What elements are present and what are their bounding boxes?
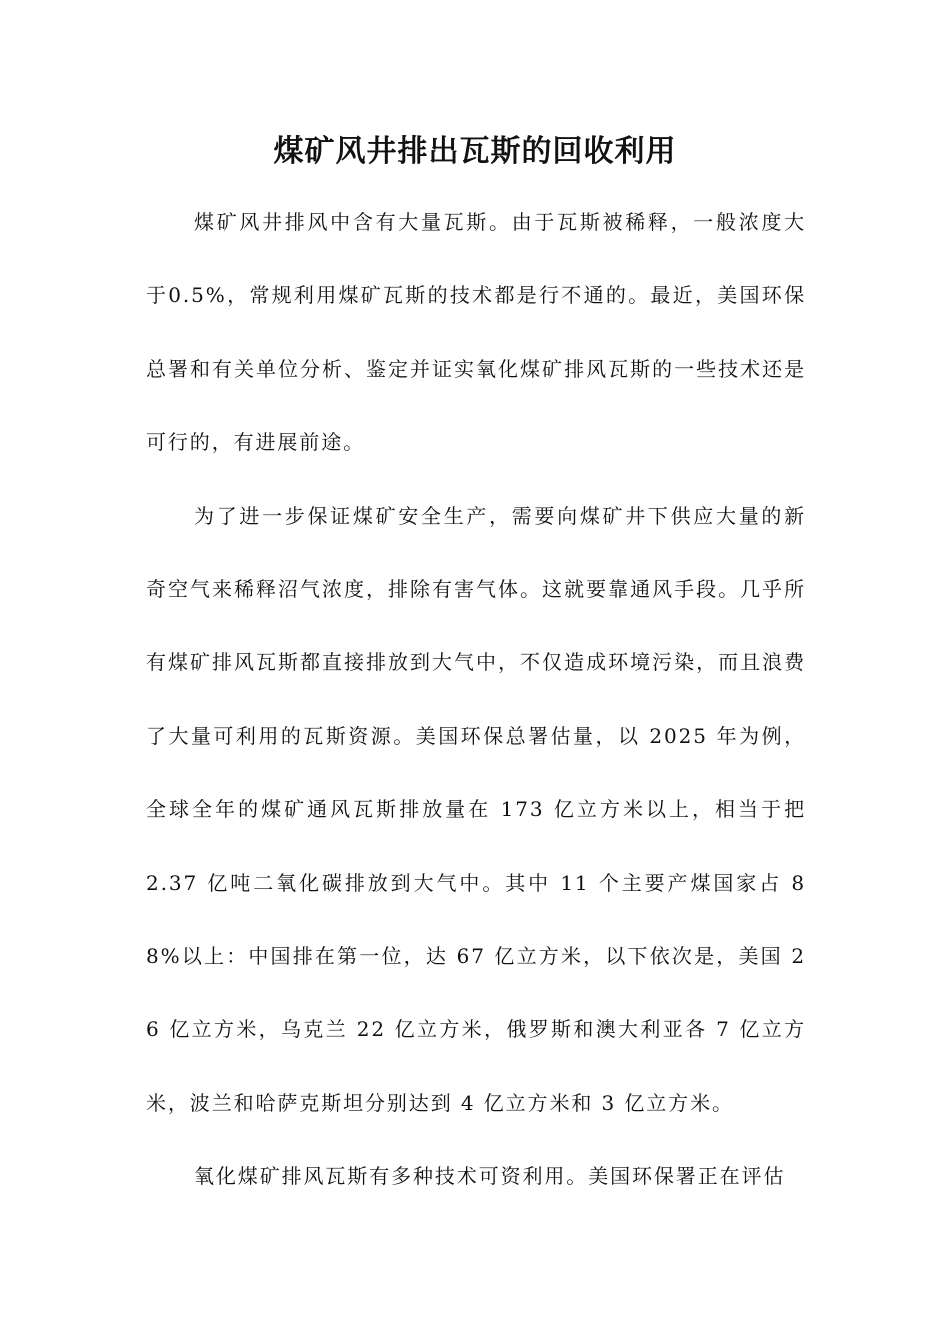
paragraph-intro: 煤矿风井排风中含有大量瓦斯。由于瓦斯被稀释，一般浓度大于0.5%，常规利用煤矿瓦斯的技术都是行不通的。最近，美国环保总署和有关单位分析、鉴定并证实氧化煤矿排风瓦斯的一些技术还是可行的，有进展前途。 (146, 210, 806, 455)
paragraph-ventilation-emissions: 为了进一步保证煤矿安全生产，需要向煤矿井下供应大量的新奇空气来稀释沼气浓度，排除有害气体。这就要靠通风手段。几乎所有煤矿排风瓦斯都直接排放到大气中，不仅造成环境污染，而且浪费了大量可利用的瓦斯资源。美国环保总署估量，以 2025 年为例，全球全年的煤矿通风瓦斯排放量在 173 亿立方米以上，相当于把 2.37 亿吨二氧化碳排放到大气中。其中 11 个主要产煤国家占 88%以上：中国排在第一位，达 67 亿立方米，以下依次是，美国 26 亿立方米，乌克兰 22 亿立方米，俄罗斯和澳大利亚各 7 亿立方米，波兰和哈萨克斯坦分别达到 4 亿立方米和 3 亿立方米。 (146, 503, 806, 1115)
document-title: 煤矿风井排出瓦斯的回收利用 (273, 134, 677, 169)
document-body (146, 186, 806, 1214)
paragraph-oxidation-technologies: 氧化煤矿排风瓦斯有多种技术可资利用。美国环保署正在评估 (194, 1164, 786, 1189)
